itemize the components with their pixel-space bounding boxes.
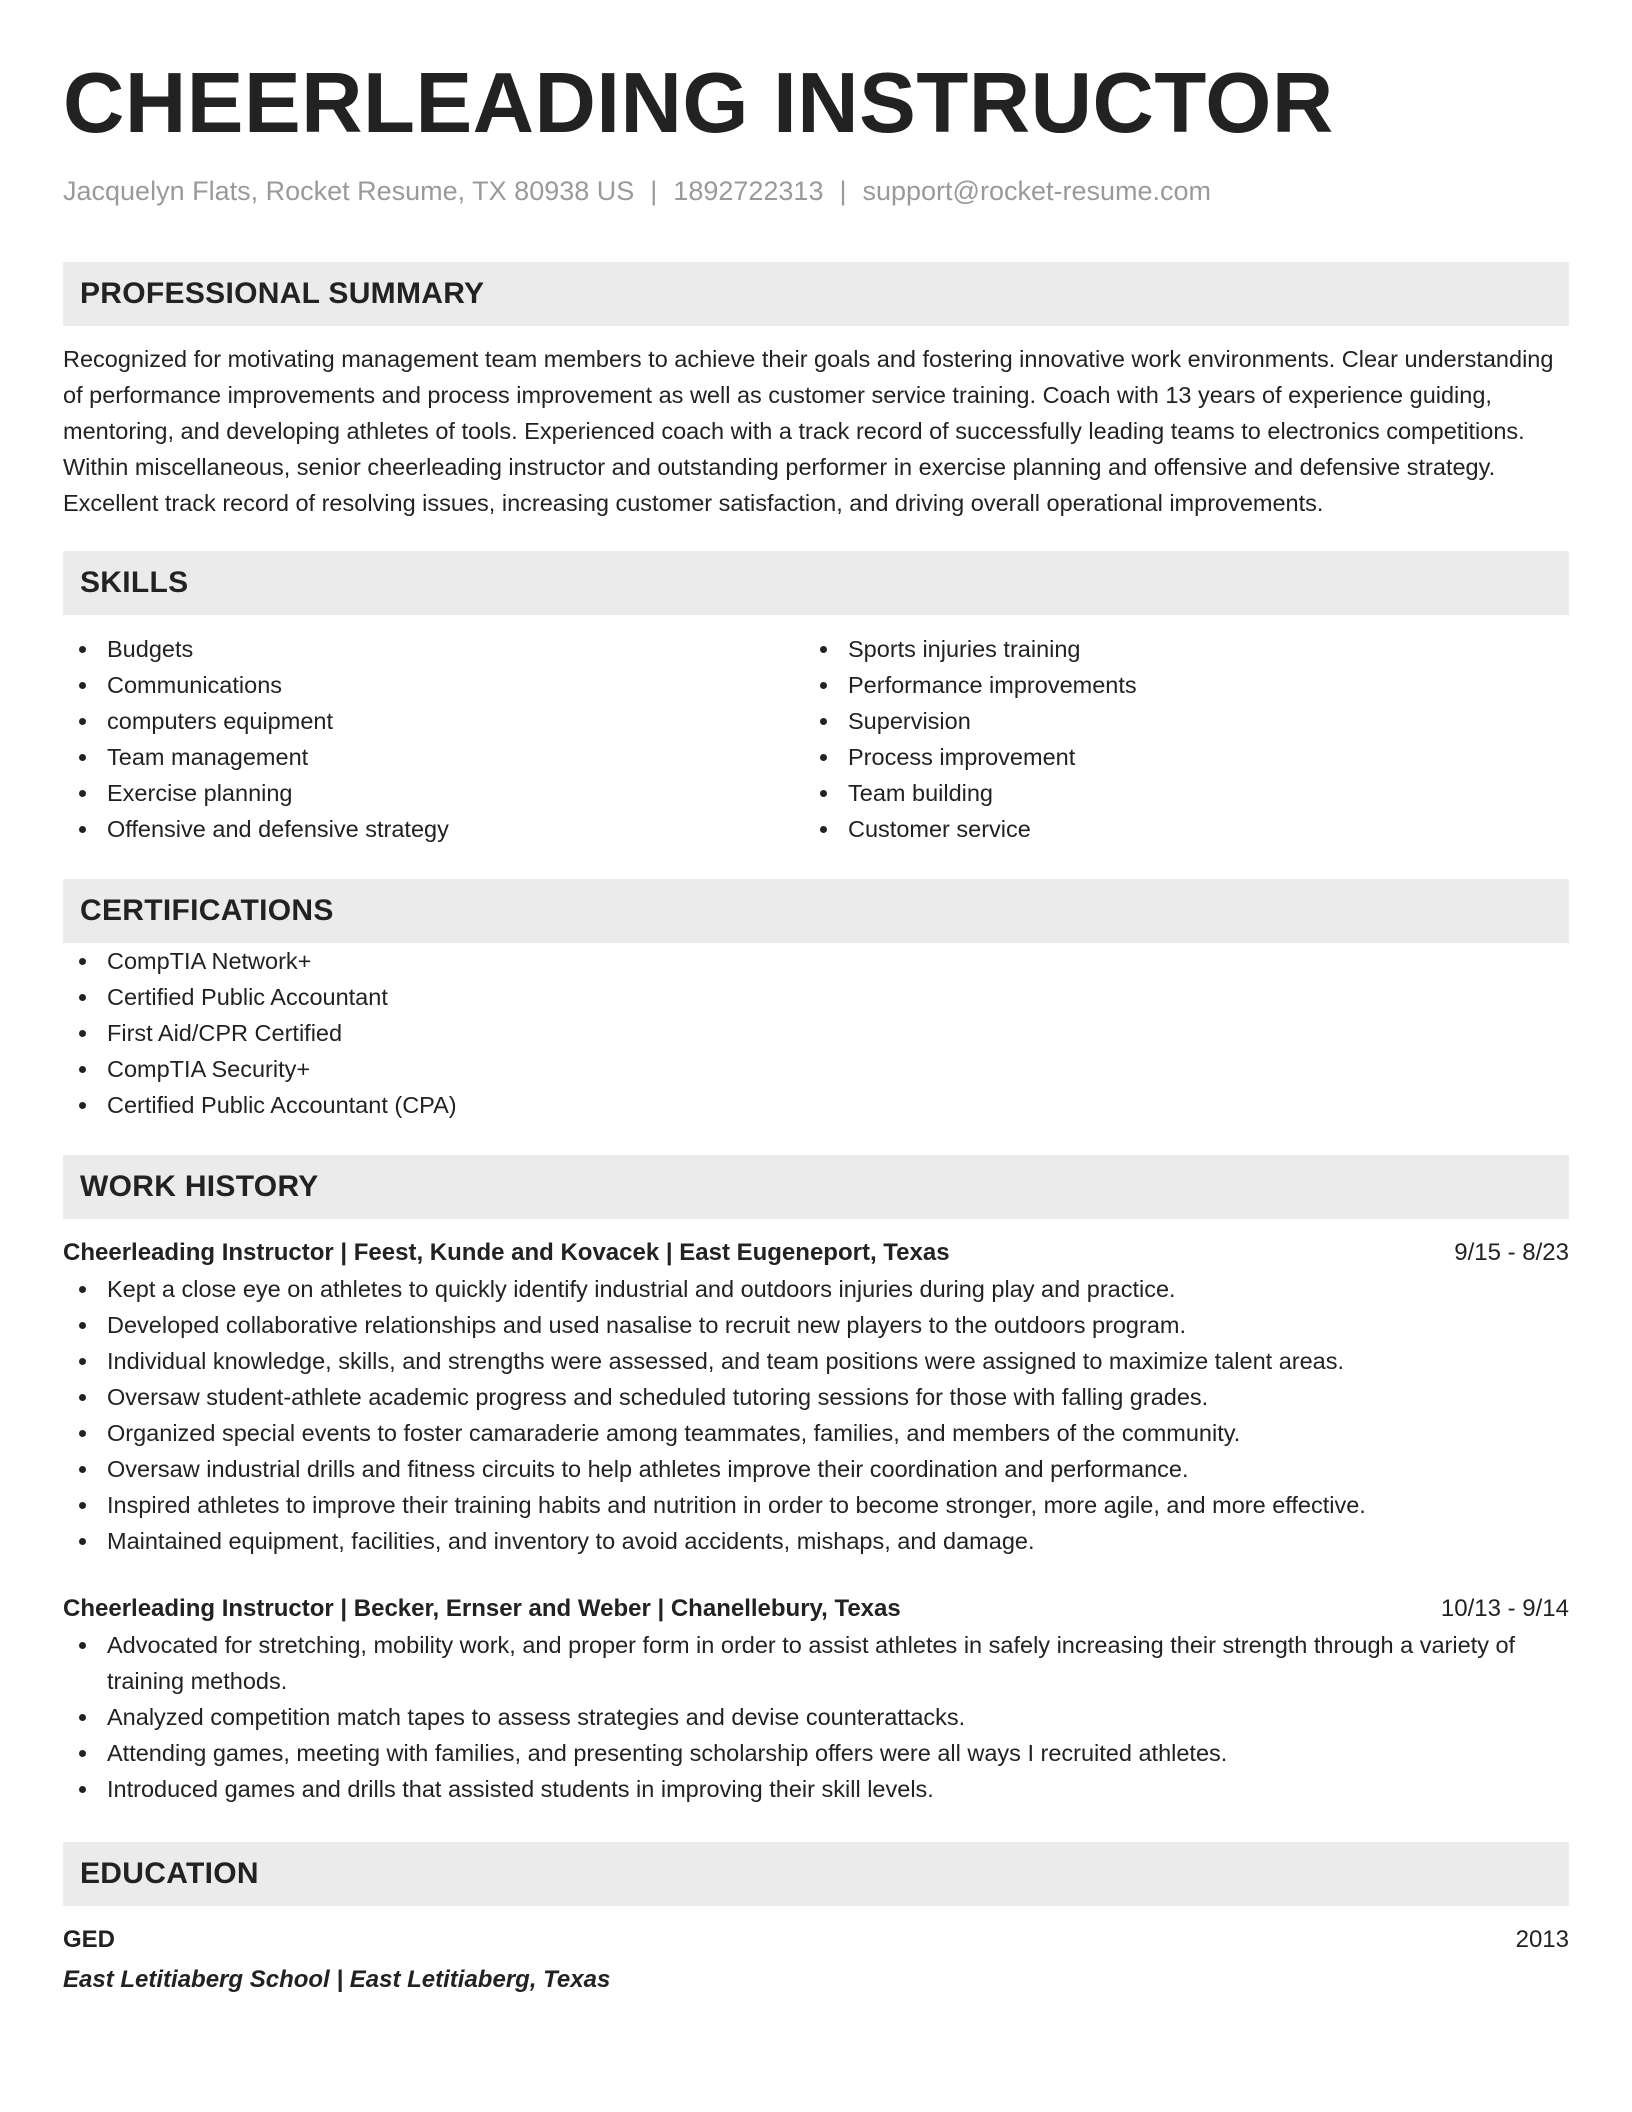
job-bullet: Developed collaborative relationships and used nasalise to recruit new players to the outdoors program.	[63, 1307, 1569, 1343]
bullet-icon	[79, 1030, 86, 1037]
job-header	[63, 1591, 1569, 1627]
certification-item: CompTIA Security+	[63, 1051, 1569, 1087]
job-bullet: Organized special events to foster camaraderie among teammates, families, and members of the community.	[63, 1415, 1569, 1451]
education-degree: GED	[63, 1926, 116, 1953]
bullet-icon	[79, 1102, 86, 1109]
bullet-icon	[79, 1322, 86, 1329]
bullet-icon	[79, 958, 86, 965]
bullet-icon	[79, 1066, 86, 1073]
bullet-icon	[79, 1786, 86, 1793]
bullet-icon	[79, 1358, 86, 1365]
bullet-icon	[820, 646, 827, 653]
education-year: 2013	[1515, 1926, 1569, 1953]
job-entry	[63, 1235, 1569, 1559]
skills-grid	[63, 631, 1569, 847]
skill-item: Customer service	[804, 811, 1545, 847]
certification-item: Certified Public Accountant (CPA)	[63, 1087, 1569, 1123]
bullet-icon	[79, 1502, 86, 1509]
education-entry	[63, 1922, 1569, 1998]
education-school: East Letitiaberg School | East Letitiaberg, Texas	[63, 1966, 611, 1993]
skill-item: computers equipment	[63, 703, 804, 739]
job-bullet: Introduced games and drills that assisted students in improving their skill levels.	[63, 1771, 1569, 1807]
job-bullet: Inspired athletes to improve their training habits and nutrition in order to become stronger, more agile, and more effective.	[63, 1487, 1569, 1523]
skill-item: Process improvement	[804, 739, 1545, 775]
bullet-icon	[79, 1286, 86, 1293]
bullet-icon	[820, 718, 827, 725]
bullet-icon	[820, 682, 827, 689]
bullet-icon	[79, 646, 86, 653]
job-entry	[63, 1591, 1569, 1807]
bullet-icon	[820, 790, 827, 797]
job-title: Cheerleading Instructor | Becker, Ernser and Weber | Chanellebury, Texas	[63, 1595, 901, 1622]
section-header-work-history: WORK HISTORY	[63, 1155, 1569, 1219]
bullet-icon	[79, 1714, 86, 1721]
section-header-certifications: CERTIFICATIONS	[63, 879, 1569, 943]
contact-address: Jacquelyn Flats, Rocket Resume, TX 80938 US	[63, 176, 635, 206]
job-bullet: Advocated for stretching, mobility work, and proper form in order to assist athletes in safely increasing their strength through a variety of training methods.	[63, 1627, 1569, 1699]
bullet-icon	[79, 790, 86, 797]
certifications-list	[63, 943, 1569, 1123]
certification-item: Certified Public Accountant	[63, 979, 1569, 1015]
section-header-skills: SKILLS	[63, 551, 1569, 615]
job-bullet: Individual knowledge, skills, and strengths were assessed, and team positions were assigned to maximize talent areas.	[63, 1343, 1569, 1379]
section-header-summary: PROFESSIONAL SUMMARY	[63, 262, 1569, 326]
bullet-icon	[79, 1394, 86, 1401]
job-bullet: Oversaw industrial drills and fitness circuits to help athletes improve their coordination and performance.	[63, 1451, 1569, 1487]
skills-list-left	[63, 631, 804, 847]
job-dates: 10/13 - 9/14	[1440, 1595, 1569, 1622]
job-title: Cheerleading Instructor | Feest, Kunde and Kovacek | East Eugeneport, Texas	[63, 1239, 950, 1266]
certification-item: First Aid/CPR Certified	[63, 1015, 1569, 1051]
summary-text: Recognized for motivating management team members to achieve their goals and fostering innovative work environments. Clear understanding of performance improvements and process improvement as well as customer service training. Coach with 13 years of experience guiding, mentoring, and developing athletes of tools. Experienced coach with a track record of successfully leading teams to electronics competitions. Within miscellaneous, senior cheerleading instructor and outstanding performer in exercise planning and offensive and defensive strategy. Excellent track record of resolving issues, increasing customer satisfaction, and driving overall operational improvements.	[63, 346, 1554, 516]
job-bullets	[63, 1627, 1569, 1807]
contact-line	[63, 174, 1569, 208]
bullet-icon	[820, 826, 827, 833]
skill-item: Team management	[63, 739, 804, 775]
bullet-icon	[79, 1750, 86, 1757]
skill-item: Performance improvements	[804, 667, 1545, 703]
job-bullet: Kept a close eye on athletes to quickly identify industrial and outdoors injuries during play and practice.	[63, 1271, 1569, 1307]
certification-item: CompTIA Network+	[63, 943, 1569, 979]
resume-title: CHEERLEADING INSTRUCTOR	[63, 56, 1334, 151]
skill-item: Supervision	[804, 703, 1545, 739]
skill-item: Offensive and defensive strategy	[63, 811, 804, 847]
skill-item: Team building	[804, 775, 1545, 811]
bullet-icon	[79, 718, 86, 725]
job-dates: 9/15 - 8/23	[1454, 1239, 1569, 1266]
skill-item: Budgets	[63, 631, 804, 667]
job-bullet: Oversaw student-athlete academic progress and scheduled tutoring sessions for those with falling grades.	[63, 1379, 1569, 1415]
bullet-icon	[79, 754, 86, 761]
skills-column-right	[804, 631, 1545, 847]
bullet-icon	[820, 754, 827, 761]
skill-item: Communications	[63, 667, 804, 703]
contact-phone: 1892722313	[673, 176, 824, 206]
contact-separator: |	[839, 176, 847, 206]
bullet-icon	[79, 826, 86, 833]
skills-column-left	[63, 631, 804, 847]
job-bullet: Analyzed competition match tapes to assess strategies and devise counterattacks.	[63, 1699, 1569, 1735]
section-header-education: EDUCATION	[63, 1842, 1569, 1906]
skill-item: Sports injuries training	[804, 631, 1545, 667]
bullet-icon	[79, 994, 86, 1001]
bullet-icon	[79, 1642, 86, 1649]
job-header	[63, 1235, 1569, 1271]
bullet-icon	[79, 1430, 86, 1437]
bullet-icon	[79, 682, 86, 689]
contact-separator: |	[650, 176, 658, 206]
bullet-icon	[79, 1538, 86, 1545]
education-header	[63, 1922, 1569, 1958]
bullet-icon	[79, 1466, 86, 1473]
skills-list-right	[804, 631, 1545, 847]
job-bullet: Attending games, meeting with families, and presenting scholarship offers were all ways I recruited athletes.	[63, 1735, 1569, 1771]
job-bullet: Maintained equipment, facilities, and inventory to avoid accidents, mishaps, and damage.	[63, 1523, 1569, 1559]
job-bullets	[63, 1271, 1569, 1559]
skill-item: Exercise planning	[63, 775, 804, 811]
contact-email: support@rocket-resume.com	[862, 176, 1212, 206]
